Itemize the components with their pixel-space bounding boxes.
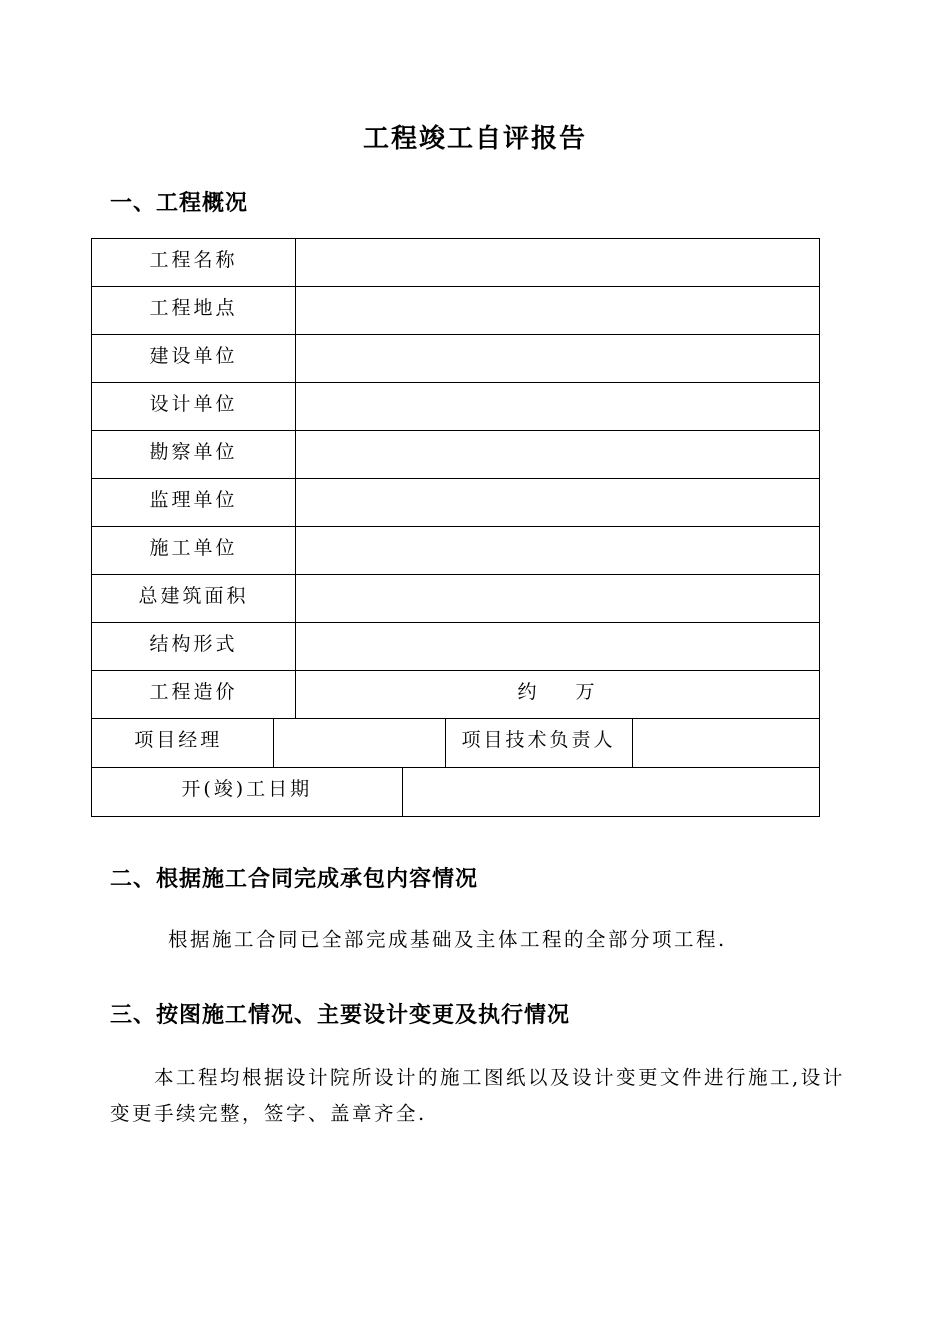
row-label: 工程地点 — [92, 287, 296, 335]
table-row — [92, 431, 820, 479]
start-completion-date-label: 开(竣)工日期 — [181, 778, 313, 800]
start-completion-date-field[interactable] — [402, 768, 820, 816]
row-label: 建设单位 — [92, 335, 296, 383]
row-label: 总建筑面积 — [92, 575, 296, 623]
row-label: 勘察单位 — [92, 431, 296, 479]
row-label: 施工单位 — [92, 527, 296, 575]
cost-prefix: 约 — [517, 681, 540, 703]
project-location-field[interactable] — [296, 287, 820, 335]
report-title: 工程竣工自评报告 — [362, 124, 587, 154]
contract-completion-paragraph: 根据施工合同已全部完成基础及主体工程的全部分项工程. — [168, 928, 727, 951]
table-row — [92, 527, 820, 575]
section-heading-design-changes: 三、按图施工情况、主要设计变更及执行情况 — [110, 1003, 571, 1028]
table-row — [92, 335, 820, 383]
section-heading-contract-completion: 二、根据施工合同完成承包内容情况 — [110, 867, 479, 892]
design-unit-field[interactable] — [296, 383, 820, 431]
table-row — [92, 768, 820, 817]
table-row — [92, 623, 820, 671]
table-row — [92, 671, 820, 719]
technical-lead-field[interactable] — [632, 719, 820, 767]
project-manager-field[interactable] — [273, 719, 445, 767]
project-overview-table — [91, 238, 820, 817]
row-label: 设计单位 — [92, 383, 296, 431]
project-manager-label: 项目经理 — [134, 729, 223, 751]
table-row — [92, 575, 820, 623]
project-name-field[interactable] — [296, 239, 820, 287]
row-label: 工程名称 — [92, 239, 296, 287]
technical-lead-label: 项目技术负责人 — [445, 719, 632, 767]
project-cost-field[interactable] — [296, 671, 820, 719]
section-heading-overview: 一、工程概况 — [110, 191, 249, 216]
row-label: 监理单位 — [92, 479, 296, 527]
design-changes-paragraph: 本工程均根据设计院所设计的施工图纸以及设计变更文件进行施工,设计变更手续完整，签字、盖章齐全. — [110, 1066, 845, 1125]
table-row — [92, 719, 820, 768]
structure-type-field[interactable] — [296, 623, 820, 671]
total-floor-area-field[interactable] — [296, 575, 820, 623]
table-row — [92, 287, 820, 335]
row-label: 结构形式 — [92, 623, 296, 671]
table-row — [92, 383, 820, 431]
construction-unit-field[interactable] — [296, 335, 820, 383]
supervision-unit-field[interactable] — [296, 479, 820, 527]
row-label: 工程造价 — [92, 671, 296, 719]
cost-unit: 万 — [575, 681, 598, 703]
survey-unit-field[interactable] — [296, 431, 820, 479]
contractor-unit-field[interactable] — [296, 527, 820, 575]
table-row — [92, 239, 820, 287]
table-row — [92, 479, 820, 527]
